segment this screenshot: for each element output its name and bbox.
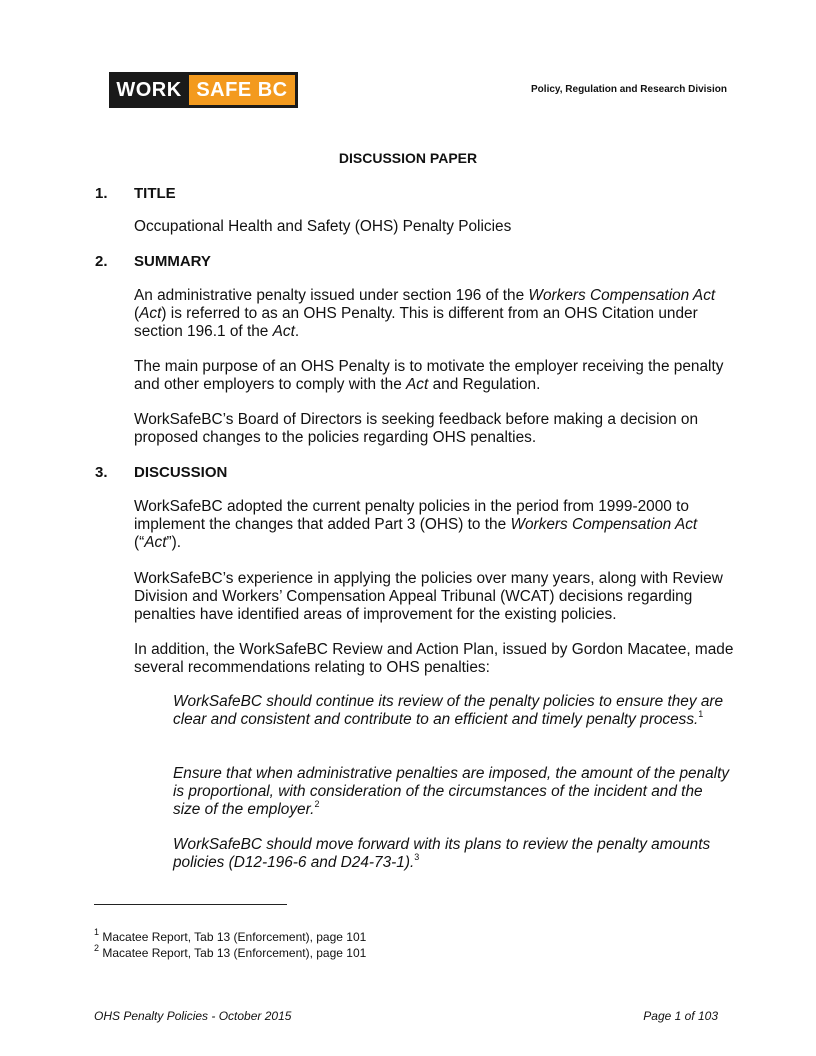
summary-paragraph-3: WorkSafeBC’s Board of Directors is seeking feedback before making a decision on proposed changes to the policies regarding OHS penalties.	[134, 411, 699, 446]
section-3-title: DISCUSSION	[134, 464, 228, 481]
footer-page-number: Page 1 of 103	[643, 1009, 718, 1023]
section-2-number: 2.	[95, 253, 108, 270]
footer-document-name: OHS Penalty Policies - October 2015	[94, 1009, 292, 1023]
summary-paragraph-2: The main purpose of an OHS Penalty is to motivate the employer receiving the penalty and other employers to comply with the Act and Regulation.	[134, 358, 724, 393]
discussion-paragraph-3: In addition, the WorkSafeBC Review and Action Plan, issued by Gordon Macatee, made several recommendations relating to OHS penalties:	[134, 641, 734, 676]
title-text: Occupational Health and Safety (OHS) Penalty Policies	[134, 218, 512, 235]
discussion-paragraph-2: WorkSafeBC’s experience in applying the policies over many years, along with Review Division and Workers’ Compensation Appeal Tribunal (WCAT) decisions regarding penalties have identified areas of improvement for the existing policies.	[134, 570, 723, 623]
logo-work-text: WORK	[116, 78, 182, 101]
footnote-2: $^2$ Macatee Report, Tab 13 (Enforcement), page 101	[94, 943, 367, 960]
footnote-1: $^1$ Macatee Report, Tab 13 (Enforcement), page 101	[94, 927, 367, 944]
division-name: Policy, Regulation and Research Division	[531, 84, 727, 95]
section-2-title: SUMMARY	[134, 253, 211, 270]
summary-paragraph-1: An administrative penalty issued under section 196 of the Workers Compensation Act (Act) is referred to as an OHS Penalty. This is different from an OHS Citation under section 196.1 of the Act.	[134, 287, 716, 340]
section-3-number: 3.	[95, 464, 108, 481]
section-1-number: 1.	[95, 185, 108, 202]
discussion-paragraph-1: WorkSafeBC adopted the current penalty policies in the period from 1999-2000 to implement the changes that added Part 3 (OHS) to the Workers Compensation Act (“Act”).	[134, 498, 698, 551]
logo-safebc-text: SAFE BC	[189, 75, 295, 105]
footnote-ref-1: 1	[698, 708, 704, 719]
footnote-ref-3: 3	[414, 851, 420, 862]
worksafebc-logo	[109, 72, 298, 108]
quote-2: Ensure that when administrative penalties are imposed, the amount of the penalty is proportional, with consideration of the circumstances of the incident and the size of the employer.$^2$	[173, 765, 730, 818]
document-title: DISCUSSION PAPER	[338, 150, 478, 166]
footnote-ref-2: 2	[314, 798, 320, 809]
footnote-divider	[94, 904, 287, 905]
quote-1: WorkSafeBC should continue its review of the penalty policies to ensure they are clear and consistent and contribute to an efficient and timely penalty process.$^1$	[173, 693, 724, 728]
quote-3: WorkSafeBC should move forward with its plans to review the penalty amounts policies (D12-196-6 and D24-73-1).$^3$	[173, 836, 711, 871]
section-1-title: TITLE	[134, 185, 176, 202]
